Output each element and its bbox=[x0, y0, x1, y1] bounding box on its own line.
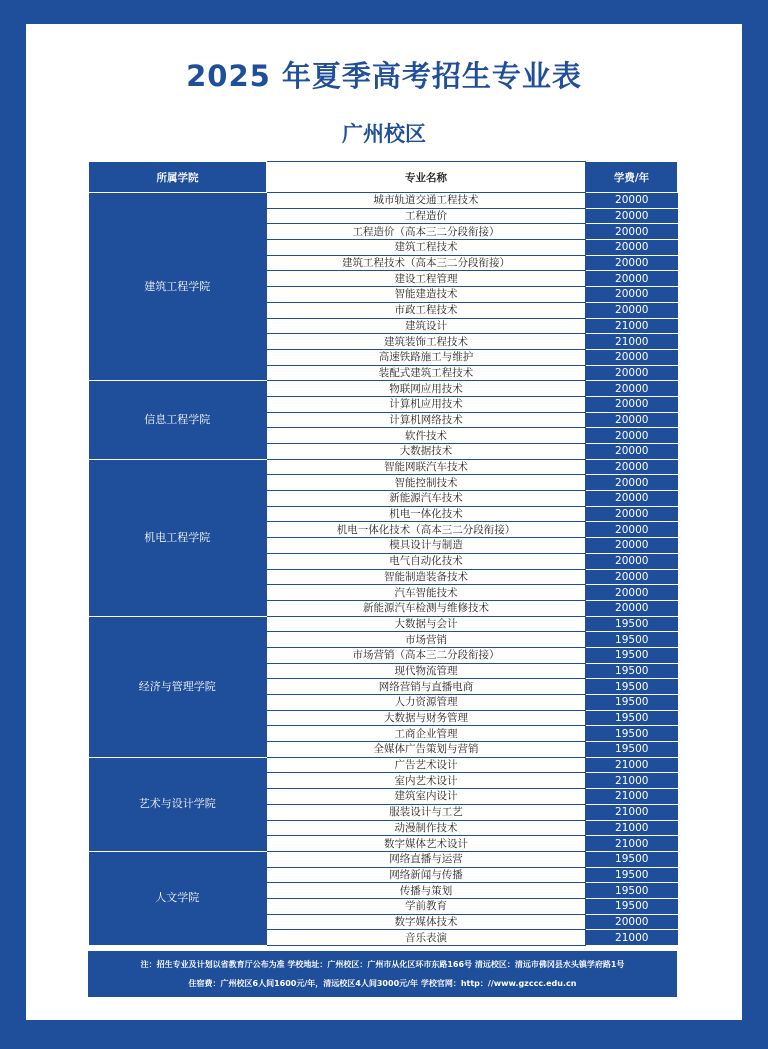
major-name-cell: 模具设计与制造 bbox=[267, 538, 586, 554]
tuition-fee-cell: 20000 bbox=[586, 538, 678, 554]
major-name-cell: 市场营销（高本三二分段衔接） bbox=[267, 647, 586, 663]
tuition-fee-cell: 19500 bbox=[586, 898, 678, 914]
tuition-fee-cell: 20000 bbox=[586, 255, 678, 271]
major-name-cell: 现代物流管理 bbox=[267, 663, 586, 679]
major-name-cell: 网络新闻与传播 bbox=[267, 867, 586, 883]
tuition-fee-cell: 20000 bbox=[586, 553, 678, 569]
table-body bbox=[89, 193, 678, 946]
tuition-fee-cell: 19500 bbox=[586, 851, 678, 867]
tuition-fee-cell: 20000 bbox=[586, 193, 678, 209]
major-name-cell: 网络直播与运营 bbox=[267, 851, 586, 867]
majors-table bbox=[88, 161, 678, 946]
major-name-cell: 广告艺术设计 bbox=[267, 757, 586, 773]
tuition-fee-cell: 21000 bbox=[586, 757, 678, 773]
tuition-fee-cell: 20000 bbox=[586, 491, 678, 507]
tuition-fee-cell: 19500 bbox=[586, 695, 678, 711]
notes-line-1: 注：招生专业及计划以省教育厅公布为准 学校地址：广州校区：广州市从化区环市东路166号 清远校区：清远市佛冈县水头镇学府路1号 bbox=[140, 960, 625, 969]
tuition-fee-cell: 20000 bbox=[586, 522, 678, 538]
table-row bbox=[89, 193, 678, 209]
table-row bbox=[89, 381, 678, 397]
tuition-fee-cell: 20000 bbox=[586, 240, 678, 256]
tuition-fee-cell: 19500 bbox=[586, 663, 678, 679]
tuition-fee-cell: 19500 bbox=[586, 647, 678, 663]
tuition-fee-cell: 20000 bbox=[586, 208, 678, 224]
tuition-fee-cell: 21000 bbox=[586, 930, 678, 946]
major-name-cell: 网络营销与直播电商 bbox=[267, 679, 586, 695]
college-name-cell: 信息工程学院 bbox=[89, 381, 267, 459]
major-name-cell: 全媒体广告策划与营销 bbox=[267, 742, 586, 758]
tuition-fee-cell: 20000 bbox=[586, 585, 678, 601]
tuition-fee-cell: 21000 bbox=[586, 318, 678, 334]
college-name-cell: 经济与管理学院 bbox=[89, 616, 267, 757]
major-name-cell: 大数据技术 bbox=[267, 444, 586, 460]
major-name-cell: 机电一体化技术（高本三二分段衔接） bbox=[267, 522, 586, 538]
major-name-cell: 建设工程管理 bbox=[267, 271, 586, 287]
tuition-fee-cell: 20000 bbox=[586, 396, 678, 412]
tuition-fee-cell: 20000 bbox=[586, 349, 678, 365]
tuition-fee-cell: 19500 bbox=[586, 742, 678, 758]
major-name-cell: 动漫制作技术 bbox=[267, 820, 586, 836]
tuition-fee-cell: 20000 bbox=[586, 381, 678, 397]
tuition-fee-cell: 21000 bbox=[586, 820, 678, 836]
tuition-fee-cell: 20000 bbox=[586, 475, 678, 491]
tuition-fee-cell: 21000 bbox=[586, 789, 678, 805]
major-name-cell: 装配式建筑工程技术 bbox=[267, 365, 586, 381]
tuition-fee-cell: 19500 bbox=[586, 867, 678, 883]
major-name-cell: 智能制造装备技术 bbox=[267, 569, 586, 585]
header-major: 专业名称 bbox=[267, 162, 586, 193]
header-college: 所属学院 bbox=[89, 162, 267, 193]
major-name-cell: 汽车智能技术 bbox=[267, 585, 586, 601]
major-name-cell: 建筑装饰工程技术 bbox=[267, 334, 586, 350]
major-name-cell: 工程造价 bbox=[267, 208, 586, 224]
tuition-fee-cell: 20000 bbox=[586, 569, 678, 585]
admission-sheet bbox=[26, 24, 742, 1020]
page-title: 2025 年夏季高考招生专业表 bbox=[186, 59, 582, 93]
footer-notes bbox=[88, 951, 677, 997]
major-name-cell: 新能源汽车检测与维修技术 bbox=[267, 600, 586, 616]
major-name-cell: 学前教育 bbox=[267, 898, 586, 914]
tuition-fee-cell: 21000 bbox=[586, 836, 678, 852]
major-name-cell: 人力资源管理 bbox=[267, 695, 586, 711]
tuition-fee-cell: 20000 bbox=[586, 459, 678, 475]
major-name-cell: 智能网联汽车技术 bbox=[267, 459, 586, 475]
major-name-cell: 机电一体化技术 bbox=[267, 506, 586, 522]
table-row bbox=[89, 851, 678, 867]
tuition-fee-cell: 19500 bbox=[586, 679, 678, 695]
major-name-cell: 计算机应用技术 bbox=[267, 396, 586, 412]
major-name-cell: 室内艺术设计 bbox=[267, 773, 586, 789]
major-name-cell: 智能控制技术 bbox=[267, 475, 586, 491]
table-row bbox=[89, 616, 678, 632]
notes-line-2: 住宿费：广州校区6人间1600元/年，清远校区4人间3000元/年 学校官网：http：//www.gzccc.edu.cn bbox=[188, 979, 577, 988]
major-name-cell: 工商企业管理 bbox=[267, 726, 586, 742]
college-name-cell: 建筑工程学院 bbox=[89, 193, 267, 381]
tuition-fee-cell: 20000 bbox=[586, 506, 678, 522]
tuition-fee-cell: 20000 bbox=[586, 428, 678, 444]
tuition-fee-cell: 19500 bbox=[586, 632, 678, 648]
tuition-fee-cell: 20000 bbox=[586, 412, 678, 428]
major-name-cell: 物联网应用技术 bbox=[267, 381, 586, 397]
major-name-cell: 城市轨道交通工程技术 bbox=[267, 193, 586, 209]
tuition-fee-cell: 20000 bbox=[586, 287, 678, 303]
major-name-cell: 传播与策划 bbox=[267, 883, 586, 899]
major-name-cell: 工程造价（高本三二分段衔接） bbox=[267, 224, 586, 240]
tuition-fee-cell: 19500 bbox=[586, 616, 678, 632]
tuition-fee-cell: 21000 bbox=[586, 773, 678, 789]
tuition-fee-cell: 20000 bbox=[586, 914, 678, 930]
college-name-cell: 艺术与设计学院 bbox=[89, 757, 267, 851]
campus-subtitle: 广州校区 bbox=[342, 122, 426, 146]
table-row bbox=[89, 757, 678, 773]
major-name-cell: 新能源汽车技术 bbox=[267, 491, 586, 507]
major-name-cell: 电气自动化技术 bbox=[267, 553, 586, 569]
major-name-cell: 建筑室内设计 bbox=[267, 789, 586, 805]
major-name-cell: 数字媒体艺术设计 bbox=[267, 836, 586, 852]
major-name-cell: 建筑工程技术（高本三二分段衔接） bbox=[267, 255, 586, 271]
major-name-cell: 智能建造技术 bbox=[267, 287, 586, 303]
college-name-cell: 人文学院 bbox=[89, 851, 267, 945]
major-name-cell: 高速铁路施工与维护 bbox=[267, 349, 586, 365]
header-fee: 学费/年 bbox=[586, 162, 678, 193]
tuition-fee-cell: 19500 bbox=[586, 710, 678, 726]
college-name-cell: 机电工程学院 bbox=[89, 459, 267, 616]
major-name-cell: 音乐表演 bbox=[267, 930, 586, 946]
tuition-fee-cell: 20000 bbox=[586, 224, 678, 240]
table-header-row bbox=[89, 162, 678, 193]
table-row bbox=[89, 459, 678, 475]
major-name-cell: 服装设计与工艺 bbox=[267, 804, 586, 820]
tuition-fee-cell: 20000 bbox=[586, 302, 678, 318]
tuition-fee-cell: 20000 bbox=[586, 271, 678, 287]
major-name-cell: 建筑工程技术 bbox=[267, 240, 586, 256]
tuition-fee-cell: 20000 bbox=[586, 600, 678, 616]
tuition-fee-cell: 19500 bbox=[586, 726, 678, 742]
major-name-cell: 市政工程技术 bbox=[267, 302, 586, 318]
tuition-fee-cell: 19500 bbox=[586, 883, 678, 899]
tuition-fee-cell: 21000 bbox=[586, 334, 678, 350]
major-name-cell: 软件技术 bbox=[267, 428, 586, 444]
major-name-cell: 计算机网络技术 bbox=[267, 412, 586, 428]
major-name-cell: 市场营销 bbox=[267, 632, 586, 648]
tuition-fee-cell: 20000 bbox=[586, 365, 678, 381]
tuition-fee-cell: 21000 bbox=[586, 804, 678, 820]
major-name-cell: 大数据与财务管理 bbox=[267, 710, 586, 726]
major-name-cell: 大数据与会计 bbox=[267, 616, 586, 632]
major-name-cell: 数字媒体技术 bbox=[267, 914, 586, 930]
major-name-cell: 建筑设计 bbox=[267, 318, 586, 334]
tuition-fee-cell: 20000 bbox=[586, 444, 678, 460]
